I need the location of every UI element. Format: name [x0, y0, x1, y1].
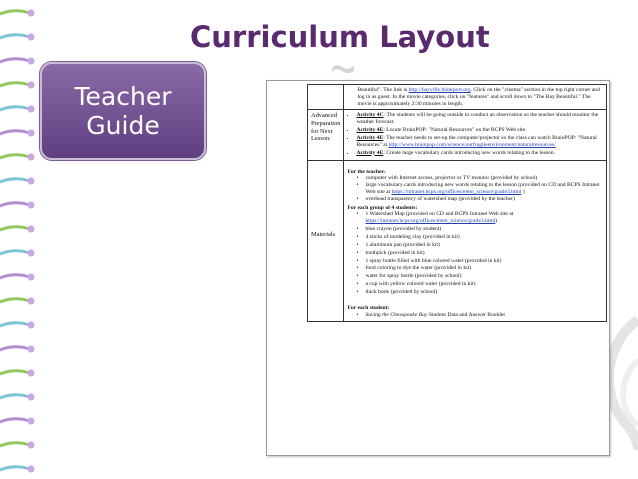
materials-cell — [344, 160, 607, 321]
material-item: • water for spray bottle (provided by school) — [365, 273, 603, 280]
activity-id: Activity 4E — [356, 134, 384, 141]
binder-hole — [28, 298, 35, 305]
material-item: • thick book (provided by school) — [365, 289, 603, 296]
material-text-after: ) — [521, 188, 525, 195]
teacher-guide-line1: Teacher — [74, 82, 172, 111]
intro-cell — [344, 85, 607, 110]
teacher-guide-box — [40, 62, 206, 160]
teacher-heading: For the teacher: — [347, 168, 386, 175]
material-item — [365, 211, 603, 225]
binder-hole — [28, 10, 35, 17]
binder-hole — [28, 346, 35, 353]
material-text: overhead transparency of watershed map (provided by the teacher) — [365, 195, 515, 202]
binder-hole — [28, 274, 35, 281]
binder-hole — [28, 370, 35, 377]
intro-label-cell — [308, 85, 344, 110]
activity-id: Activity 4C — [356, 112, 384, 119]
binder-hole — [28, 130, 35, 137]
intranet-link[interactable]: https://intranet.bcps.org/offices/elem_science/grade3.html — [365, 218, 496, 225]
activity-id: Activity 4E — [356, 149, 384, 156]
material-item: • blue crayon (provided by student) — [365, 226, 603, 233]
intro-text-b: . Click on the "cinema" section in the top right corner and log in as guest. In the movie categories, click on "features" and scroll down to "The Bay Beautiful." The movie is approximately 2:30 minutes in length. — [357, 87, 600, 107]
material-text: computer with Internet access, projector or TV monitor (provided by school) — [365, 175, 538, 182]
material-item — [365, 312, 603, 319]
slide-title: Curriculum Layout — [190, 20, 490, 54]
group-materials-list — [347, 211, 603, 296]
intranet-link[interactable]: https://intranet.bcps.org/offices/elem_science/grade3.html — [391, 188, 522, 195]
binder-hole — [28, 178, 35, 185]
material-item: • 4 sticks of modeling clay (provided in kit) — [365, 234, 603, 241]
material-text: Student Data and Answer Booklet — [427, 311, 505, 318]
binder-decoration — [0, 0, 36, 479]
binder-hole — [28, 106, 35, 113]
booklet-title: Saving the Chesapeake Bay — [365, 311, 428, 318]
curriculum-document — [266, 80, 610, 456]
advanced-item — [356, 135, 603, 149]
binder-hole — [28, 34, 35, 41]
binder-hole — [28, 418, 35, 425]
binder-hole — [28, 394, 35, 401]
material-item: • toothpick (provided in kit) — [365, 250, 603, 257]
binder-hole — [28, 322, 35, 329]
advanced-row — [308, 110, 607, 160]
advanced-item — [356, 127, 603, 134]
material-item: • food coloring to dye the water (provided in kit) — [365, 265, 603, 272]
intro-paragraph — [347, 87, 603, 107]
teacher-materials-list — [347, 175, 603, 202]
materials-label: Materials — [308, 160, 344, 321]
material-item — [365, 182, 603, 196]
advanced-item — [356, 112, 603, 126]
material-item: • 1 spray bottle filled with blue colored water (provided in kit) — [365, 258, 603, 265]
material-text: 1 Watershed Map (provided on CD and BCPS Intranet Web site at — [365, 211, 514, 218]
activity-id: Activity 4E — [356, 127, 384, 134]
activity-text: : Locate BrainPOP: "Natural Resources" on the BCPS Web site. — [383, 127, 527, 134]
student-heading: For each student: — [347, 305, 390, 312]
bayville-link[interactable]: http://bayville.thinkport.org — [408, 87, 471, 93]
advanced-cell — [344, 110, 607, 160]
materials-row — [308, 160, 607, 321]
activity-text: : The teacher needs to set-up the computer/projector so the class can watch BrainPOP: "Natural Resources" at — [356, 134, 597, 148]
curriculum-table — [307, 84, 607, 322]
binder-hole — [28, 250, 35, 257]
intro-row — [308, 85, 607, 110]
material-item: • a cup with yellow colored water (provided in kit) — [365, 281, 603, 288]
scroll-ornament-icon — [330, 62, 356, 76]
advanced-label: Advanced Preparation for Next Lesson: — [308, 110, 344, 160]
material-text: large vocabulary cards introducing new words relating to the lesson (provided on CD and BCPS Intranet Web site at — [365, 182, 600, 195]
advanced-list — [347, 112, 603, 156]
brainpop-link[interactable]: http://www.brainpop.com/science/ourfragileenvironment/naturalresources/ — [388, 141, 556, 148]
intro-text-a: Beautiful". The link is — [357, 87, 409, 93]
activity-text: : The students will be going outside to conduct an observation so the teacher should monitor the weather forecast. — [356, 112, 599, 126]
binder-hole — [28, 466, 35, 473]
material-item: • 1 aluminum pan (provided in kit) — [365, 242, 603, 249]
binder-hole — [28, 154, 35, 161]
binder-hole — [28, 202, 35, 209]
advanced-item — [356, 150, 603, 157]
material-text-after: ) — [495, 218, 498, 225]
group-heading: For each group of 4 students: — [347, 204, 418, 211]
binder-hole — [28, 442, 35, 449]
material-item — [365, 196, 603, 203]
activity-text: : Create large vocabulary cards introducing new words relating to the lesson. — [383, 149, 556, 156]
binder-hole — [28, 82, 35, 89]
teacher-guide-line2: Guide — [86, 111, 160, 140]
binder-hole — [28, 58, 35, 65]
student-materials-list — [347, 312, 603, 319]
binder-hole — [28, 226, 35, 233]
